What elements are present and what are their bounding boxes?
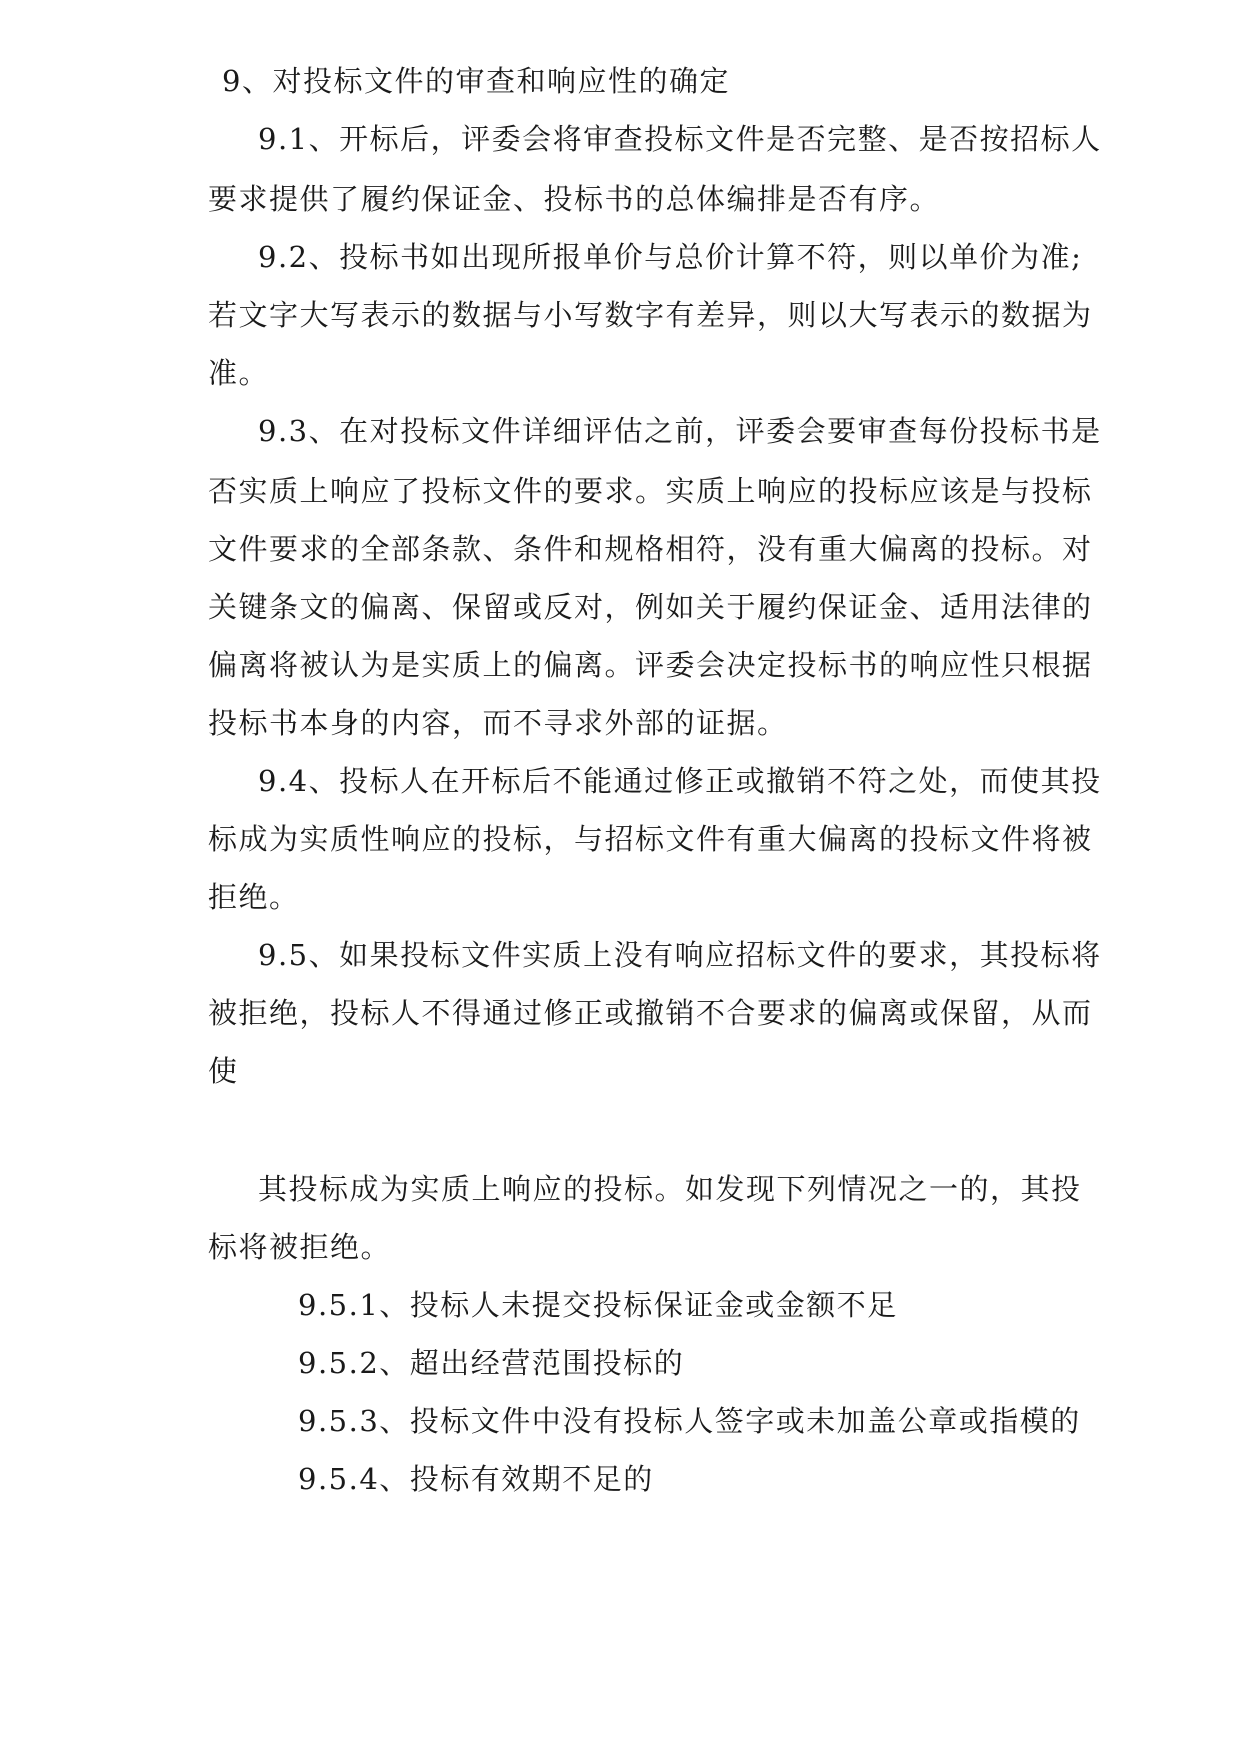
- list-item-9-5-2: 9.5.2、超出经营范围投标的: [298, 1346, 685, 1380]
- paragraph-9-3-line: 投标书本身的内容，而不寻求外部的证据。: [208, 706, 788, 740]
- paragraph-9-3-line: 关键条文的偏离、保留或反对，例如关于履约保证金、适用法律的: [208, 590, 1093, 624]
- paragraph-9-2-line: 准。: [208, 356, 270, 390]
- list-item-9-5-4: 9.5.4、投标有效期不足的: [298, 1462, 654, 1496]
- paragraph-9-2-line: 若文字大写表示的数据与小写数字有差异，则以大写表示的数据为: [208, 298, 1093, 332]
- list-item-9-5-1: 9.5.1、投标人未提交投标保证金或金额不足: [298, 1288, 898, 1322]
- paragraph-9-5-line: 使: [208, 1054, 239, 1088]
- paragraph-9-1-line: 要求提供了履约保证金、投标书的总体编排是否有序。: [208, 182, 941, 216]
- paragraph-9-3-line: 文件要求的全部条款、条件和规格相符，没有重大偏离的投标。对: [208, 532, 1093, 566]
- paragraph-9-3-line: 9.3、在对投标文件详细评估之前，评委会要审查每份投标书是: [258, 414, 1102, 448]
- paragraph-9-4-line: 9.4、投标人在开标后不能通过修正或撤销不符之处，而使其投: [258, 764, 1102, 798]
- paragraph-9-3-line: 否实质上响应了投标文件的要求。实质上响应的投标应该是与投标: [208, 474, 1093, 508]
- paragraph-continuation-line: 其投标成为实质上响应的投标。如发现下列情况之一的，其投: [258, 1172, 1082, 1206]
- paragraph-9-3-line: 偏离将被认为是实质上的偏离。评委会决定投标书的响应性只根据: [208, 648, 1093, 682]
- list-item-9-5-3: 9.5.3、投标文件中没有投标人签字或未加盖公章或指模的: [298, 1404, 1081, 1438]
- section-heading: 9、对投标文件的审查和响应性的确定: [222, 64, 730, 98]
- paragraph-9-1-line: 9.1、开标后，评委会将审查投标文件是否完整、是否按招标人: [258, 122, 1102, 156]
- paragraph-9-5-line: 9.5、如果投标文件实质上没有响应招标文件的要求，其投标将: [258, 938, 1102, 972]
- paragraph-continuation-line: 标将被拒绝。: [208, 1230, 392, 1264]
- paragraph-9-5-line: 被拒绝，投标人不得通过修正或撤销不合要求的偏离或保留，从而: [208, 996, 1093, 1030]
- paragraph-9-2-line: 9.2、投标书如出现所报单价与总价计算不符，则以单价为准;: [258, 240, 1083, 274]
- paragraph-9-4-line: 标成为实质性响应的投标，与招标文件有重大偏离的投标文件将被: [208, 822, 1093, 856]
- paragraph-9-4-line: 拒绝。: [208, 880, 300, 914]
